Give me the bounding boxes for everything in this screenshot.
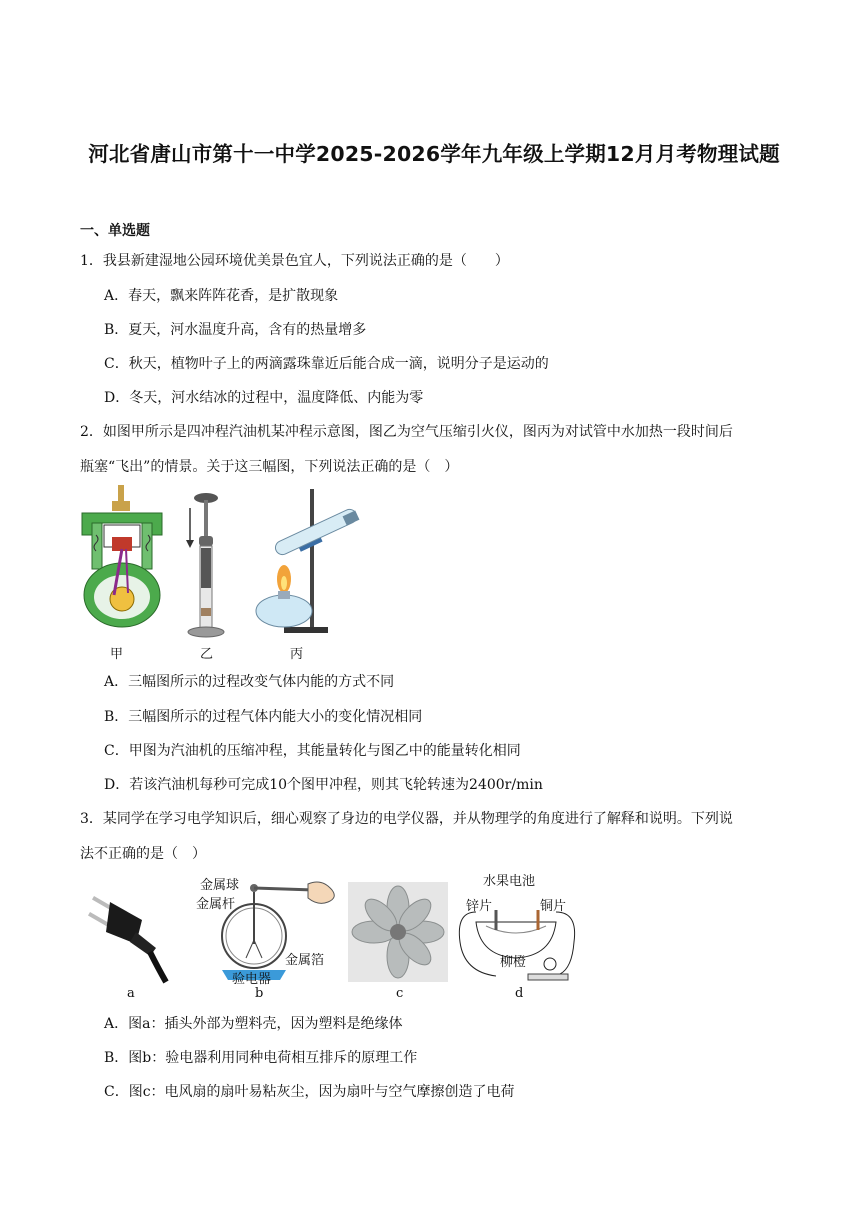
electroscope-label-ball: 金属球 bbox=[200, 878, 240, 893]
question-1-option-b: B．夏天，河水温度升高，含有的热量增多 bbox=[104, 322, 367, 338]
question-1-option-d: D．冬天，河水结冰的过程中，温度降低、内能为零 bbox=[104, 390, 424, 406]
question-3-stem-line2: 法不正确的是（ ） bbox=[80, 846, 206, 862]
question-3-option-b: B．图b：验电器利用同种电荷相互排斥的原理工作 bbox=[104, 1050, 418, 1066]
question-2-stem-line2: 瓶塞“飞出”的情景。关于这三幅图，下列说法正确的是（ ） bbox=[80, 459, 459, 475]
question-2-option-d: D．若该汽油机每秒可完成10个图甲冲程，则其飞轮转速为2400r/min bbox=[104, 777, 543, 793]
fig3-label-a: a bbox=[127, 986, 135, 1001]
fig3-label-d: d bbox=[515, 986, 524, 1001]
fig2-label-jia: 甲 bbox=[110, 647, 124, 662]
electroscope-label-rod: 金属杆 bbox=[196, 897, 236, 912]
question-3-stem-line1: 3．某同学在学习电学知识后，细心观察了身边的电学仪器，并从物理学的角度进行了解释和说明。下列说 bbox=[80, 811, 733, 827]
question-2-option-b: B．三幅图所示的过程气体内能大小的变化情况相同 bbox=[104, 709, 423, 725]
plug-photo bbox=[86, 882, 172, 984]
fig3-label-c: c bbox=[396, 986, 404, 1001]
fig3-label-b: b bbox=[255, 986, 264, 1001]
question-1-option-a: A．春天，飘来阵阵花香，是扩散现象 bbox=[104, 288, 339, 304]
electroscope-label-foil: 金属箔 bbox=[285, 953, 325, 968]
fig2-label-bing: 丙 bbox=[290, 647, 304, 662]
question-3-option-c: C．图c：电风扇的扇叶易粘灰尘，因为扇叶与空气摩擦创造了电荷 bbox=[104, 1084, 515, 1100]
engine-diagram bbox=[78, 483, 166, 628]
fruit-battery-label: 水果电池 bbox=[483, 874, 536, 889]
question-1-stem: 1．我县新建湿地公园环境优美景色宜人，下列说法正确的是（ ） bbox=[80, 253, 509, 269]
electroscope-label-device: 验电器 bbox=[232, 972, 272, 987]
section-heading: 一、单选题 bbox=[80, 223, 150, 239]
question-3-option-a: A．图a：插头外部为塑料壳，因为塑料是绝缘体 bbox=[104, 1016, 403, 1032]
orange-label: 柳橙 bbox=[500, 955, 527, 970]
page-title: 河北省唐山市第十一中学2025-2026学年九年级上学期12月月考物理试题 bbox=[88, 142, 780, 166]
fig2-label-yi: 乙 bbox=[200, 647, 214, 662]
test-tube-heating-diagram bbox=[244, 487, 370, 637]
question-1-option-c: C．秋天，植物叶子上的两滴露珠靠近后能合成一滴，说明分子是运动的 bbox=[104, 356, 549, 372]
question-2-option-c: C．甲图为汽油机的压缩冲程，其能量转化与图乙中的能量转化相同 bbox=[104, 743, 521, 759]
question-2-stem-line1: 2．如图甲所示是四冲程汽油机某冲程示意图，图乙为空气压缩引火仪，图丙为对试管中水加热一段时间后 bbox=[80, 424, 733, 440]
question-2-option-a: A．三幅图所示的过程改变气体内能的方式不同 bbox=[104, 674, 395, 690]
fire-piston-diagram bbox=[182, 490, 226, 638]
zinc-plate-label: 锌片 bbox=[466, 899, 493, 914]
copper-plate-label: 铜片 bbox=[540, 899, 567, 914]
electric-fan-photo bbox=[348, 882, 448, 982]
